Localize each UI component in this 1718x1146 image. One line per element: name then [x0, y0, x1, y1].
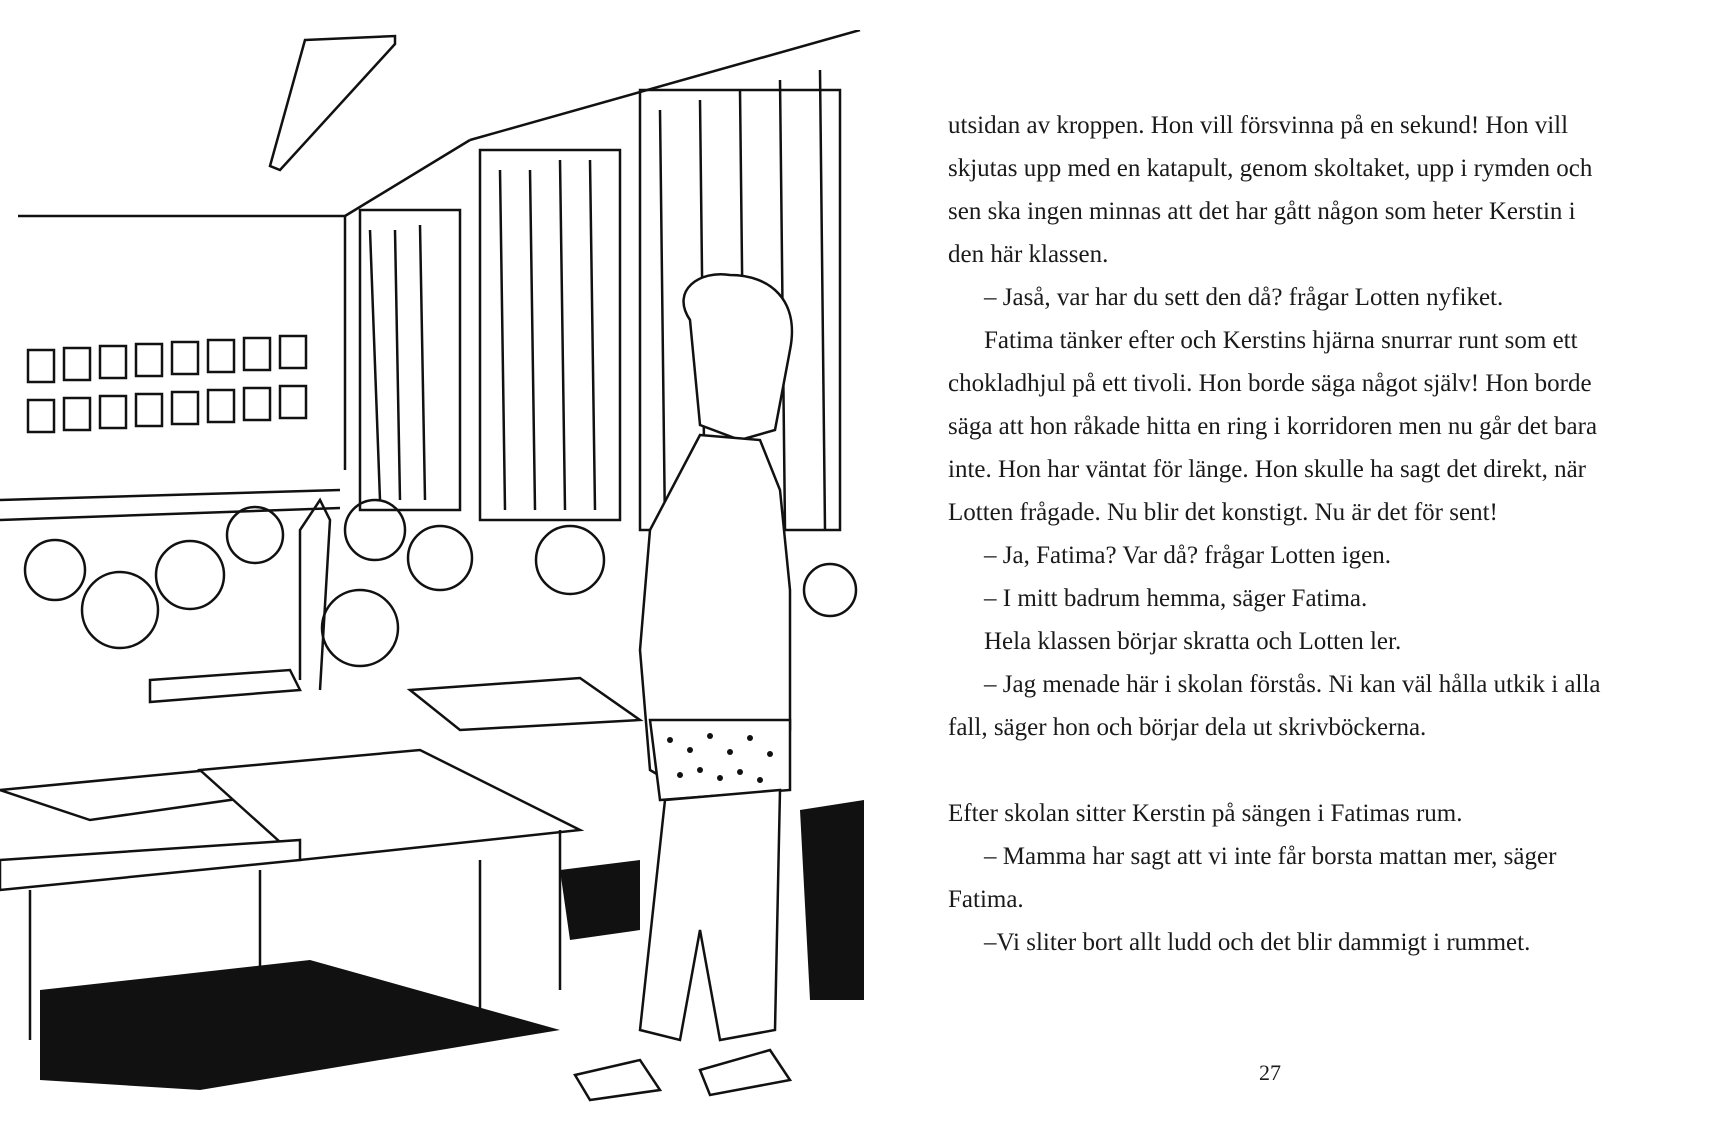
paragraph: Fatima tänker efter och Kerstins hjärna snurrar runt som ett chokladhjul på ett tivoli. Hon borde säga något själv! Hon borde säga att hon råkade hitta en ring i korridoren men nu går det bara inte. Hon har väntat för länge. Hon skulle ha sagt det direkt, när Lotten frågade. Nu blir det konstigt. Nu är det för sent!: [948, 327, 1598, 526]
paragraph: Efter skolan sitter Kerstin på sängen i Fatimas rum.: [948, 800, 1463, 827]
paragraph: – I mitt badrum hemma, säger Fatima.: [984, 585, 1368, 612]
page-number: 27: [1259, 1060, 1281, 1085]
paragraph: – Jaså, var har du sett den då? frågar Lotten nyfiket.: [984, 284, 1504, 311]
section-break: [948, 749, 1608, 792]
paragraph: utsidan av kroppen. Hon vill försvinna på en sekund! Hon vill skjutas upp med en katapult, genom skoltaket, upp i rymden och sen ska ingen minnas att det har gått någon som heter Kerstin i den här klassen.: [948, 112, 1593, 268]
paragraph: – Ja, Fatima? Var då? frågar Lotten igen.: [984, 542, 1392, 569]
classroom-illustration-icon: [0, 30, 864, 1126]
paragraph: – Mamma har sagt att vi inte får borsta mattan mer, säger Fatima.: [948, 843, 1557, 913]
paragraph: –Vi sliter bort allt ludd och det blir dammigt i rummet.: [984, 929, 1531, 956]
paragraph: Hela klassen börjar skratta och Lotten ler.: [984, 628, 1402, 655]
text-page: [948, 104, 1608, 964]
paragraph: – Jag menade här i skolan förstås. Ni kan väl hålla utkik i alla fall, säger hon och börjar dela ut skrivböckerna.: [948, 671, 1601, 741]
classroom-illustration: [0, 30, 864, 1126]
